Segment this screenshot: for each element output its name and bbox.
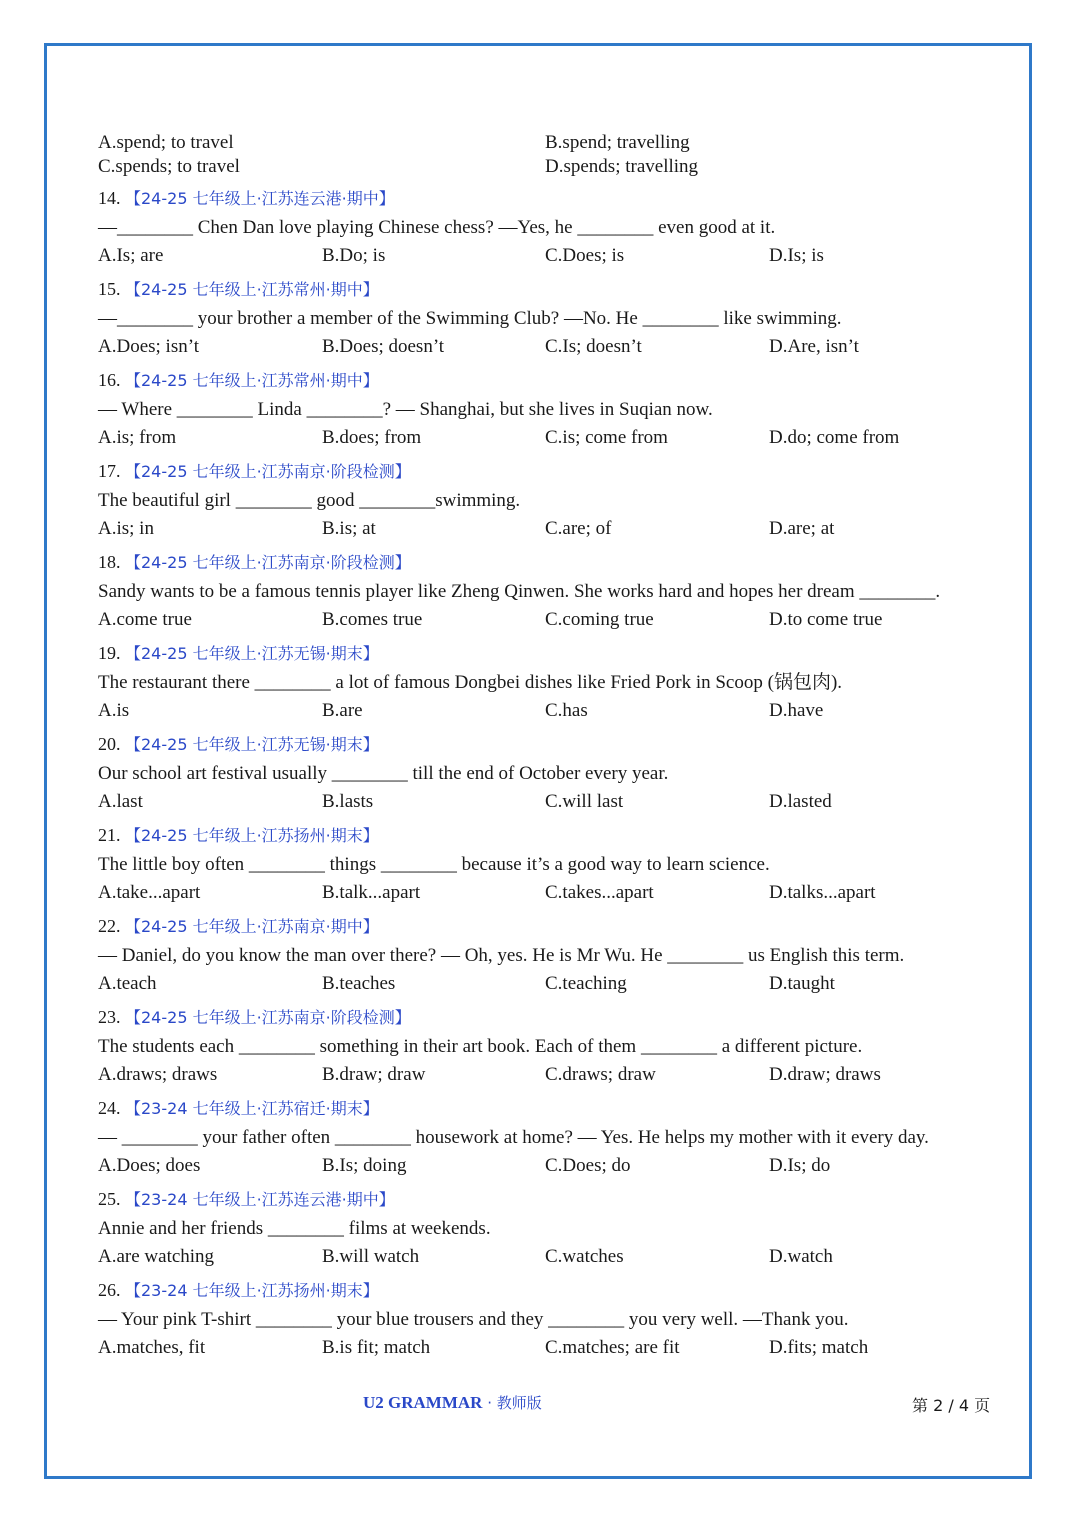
footer-title: [363, 1392, 542, 1413]
option-c: C.draws; draw: [545, 1064, 656, 1085]
option-d: D.Is; do: [769, 1155, 831, 1176]
option-c: C.Is; doesn’t: [545, 336, 642, 357]
option-c: C.will last: [545, 791, 624, 812]
option-a: A.Does; isn’t: [98, 336, 199, 357]
question-options: [98, 788, 998, 816]
question-item: [98, 183, 998, 270]
question-options: [98, 242, 998, 270]
option-a: A.spend; to travel: [98, 132, 234, 153]
question-options: [98, 1061, 998, 1089]
question-text: Sandy wants to be a famous tennis player like Zheng Qinwen. She works hard and hopes her dream ________.: [98, 581, 941, 602]
option-c: C.are; of: [545, 518, 612, 539]
footer-separator: ·: [482, 1394, 497, 1412]
question-number: 26.: [98, 1280, 121, 1300]
option-a: A.Is; are: [98, 245, 164, 266]
question-number: 21.: [98, 825, 121, 845]
option-a: A.are watching: [98, 1246, 215, 1267]
question-source: 【23-24 七年级上·江苏扬州·期末】: [125, 1281, 379, 1300]
question-header: [98, 820, 998, 850]
question-number: 14.: [98, 188, 121, 208]
page-number: 第 2 / 4 页: [912, 1396, 991, 1415]
question-text: —________ your brother a member of the Swimming Club? —No. He ________ like swimming.: [98, 308, 842, 329]
question-header: [98, 1275, 998, 1305]
option-b: B.will watch: [322, 1246, 420, 1267]
question-options: [98, 333, 998, 361]
option-c: C.teaching: [545, 973, 627, 994]
question-text: — Your pink T-shirt ________ your blue trousers and they ________ you very well. —Thank you.: [98, 1309, 849, 1330]
question-source: 【24-25 七年级上·江苏南京·阶段检测】: [125, 553, 411, 572]
question-header: [98, 638, 998, 668]
question-header: [98, 456, 998, 486]
option-b: B.teaches: [322, 973, 396, 994]
footer-unit: U2 GRAMMAR: [363, 1393, 483, 1412]
previous-question-options: [98, 131, 998, 179]
question-header: [98, 183, 998, 213]
question-item: [98, 638, 998, 725]
question-item: [98, 1275, 998, 1362]
option-d: D.draw; draws: [769, 1064, 881, 1085]
page-content: [98, 131, 998, 1362]
question-item: [98, 820, 998, 907]
option-d: D.taught: [769, 973, 835, 994]
question-options: [98, 879, 998, 907]
question-number: 25.: [98, 1189, 121, 1209]
option-d: D.spends; travelling: [545, 156, 699, 177]
question-header: [98, 1093, 998, 1123]
option-a: A.take...apart: [98, 882, 201, 903]
option-c: C.is; come from: [545, 427, 668, 448]
option-b: B.Is; doing: [322, 1155, 407, 1176]
question-options: [98, 606, 998, 634]
question-source: 【24-25 七年级上·江苏无锡·期末】: [125, 644, 379, 663]
option-b: B.are: [322, 700, 363, 721]
question-list: [98, 183, 998, 1362]
question-item: [98, 1184, 998, 1271]
question-source: 【24-25 七年级上·江苏南京·阶段检测】: [125, 1008, 411, 1027]
option-b: B.Do; is: [322, 245, 386, 266]
question-header: [98, 911, 998, 941]
option-a: A.Does; does: [98, 1155, 201, 1176]
option-c: C.has: [545, 700, 588, 721]
question-text: Our school art festival usually ________ till the end of October every year.: [98, 763, 669, 784]
question-options: [98, 1152, 998, 1180]
question-options: [98, 697, 998, 725]
question-number: 20.: [98, 734, 121, 754]
question-text: The little boy often ________ things ________ because it’s a good way to learn science.: [98, 854, 770, 875]
option-b: B.Does; doesn’t: [322, 336, 445, 357]
question-text: The beautiful girl ________ good ________swimming.: [98, 490, 521, 511]
question-number: 17.: [98, 461, 121, 481]
question-text: The students each ________ something in their art book. Each of them ________ a different picture.: [98, 1036, 863, 1057]
question-options: [98, 970, 998, 998]
option-c: C.coming true: [545, 609, 654, 630]
question-text: Annie and her friends ________ films at weekends.: [98, 1218, 491, 1239]
question-text: The restaurant there ________ a lot of famous Dongbei dishes like Fried Pork in Scoop (锅包肉).: [98, 672, 843, 693]
question-item: [98, 456, 998, 543]
option-b: B.does; from: [322, 427, 422, 448]
question-options: [98, 1243, 998, 1271]
question-number: 15.: [98, 279, 121, 299]
footer-edition: 教师版: [496, 1394, 542, 1412]
question-header: [98, 365, 998, 395]
option-a: A.last: [98, 791, 143, 812]
question-item: [98, 1002, 998, 1089]
question-header: [98, 274, 998, 304]
option-a: A.come true: [98, 609, 192, 630]
option-a: A.matches, fit: [98, 1337, 206, 1358]
question-source: 【23-24 七年级上·江苏连云港·期中】: [125, 1190, 395, 1209]
option-c: C.takes...apart: [545, 882, 654, 903]
option-c: C.spends; to travel: [98, 156, 240, 177]
question-header: [98, 729, 998, 759]
question-number: 22.: [98, 916, 121, 936]
option-a: A.draws; draws: [98, 1064, 218, 1085]
option-b: B.lasts: [322, 791, 374, 812]
question-text: — ________ your father often ________ housework at home? — Yes. He helps my mother with it every day.: [98, 1127, 929, 1148]
option-d: D.lasted: [769, 791, 832, 812]
option-d: D.Is; is: [769, 245, 824, 266]
question-source: 【24-25 七年级上·江苏南京·期中】: [125, 917, 379, 936]
question-source: 【24-25 七年级上·江苏南京·阶段检测】: [125, 462, 411, 481]
option-b: B.comes true: [322, 609, 423, 630]
option-d: D.to come true: [769, 609, 883, 630]
option-a: A.is; in: [98, 518, 154, 539]
question-number: 16.: [98, 370, 121, 390]
option-b: B.draw; draw: [322, 1064, 426, 1085]
question-header: [98, 547, 998, 577]
option-d: D.talks...apart: [769, 882, 876, 903]
question-number: 19.: [98, 643, 121, 663]
question-text: —________ Chen Dan love playing Chinese chess? —Yes, he ________ even good at it.: [98, 217, 776, 238]
question-number: 18.: [98, 552, 121, 572]
option-c: C.Does; is: [545, 245, 625, 266]
question-item: [98, 274, 998, 361]
question-options: [98, 515, 998, 543]
option-c: C.watches: [545, 1246, 624, 1267]
option-d: D.do; come from: [769, 427, 900, 448]
option-c: C.matches; are fit: [545, 1337, 680, 1358]
option-a: A.is; from: [98, 427, 177, 448]
option-a: A.is: [98, 700, 130, 721]
option-b: B.is fit; match: [322, 1337, 431, 1358]
option-d: D.fits; match: [769, 1337, 869, 1358]
question-source: 【23-24 七年级上·江苏宿迁·期末】: [125, 1099, 379, 1118]
option-b: B.talk...apart: [322, 882, 421, 903]
question-options: [98, 1334, 998, 1362]
question-item: [98, 365, 998, 452]
question-number: 24.: [98, 1098, 121, 1118]
question-number: 23.: [98, 1007, 121, 1027]
question-text: — Where ________ Linda ________? — Shanghai, but she lives in Suqian now.: [98, 399, 713, 420]
question-header: [98, 1184, 998, 1214]
option-c: C.Does; do: [545, 1155, 631, 1176]
option-d: D.are; at: [769, 518, 835, 539]
question-source: 【24-25 七年级上·江苏常州·期中】: [125, 280, 379, 299]
question-options: [98, 424, 998, 452]
option-d: D.watch: [769, 1246, 833, 1267]
question-item: [98, 911, 998, 998]
option-a: A.teach: [98, 973, 157, 994]
question-header: [98, 1002, 998, 1032]
question-text: — Daniel, do you know the man over there? — Oh, yes. He is Mr Wu. He ________ us English this term.: [98, 945, 905, 966]
question-source: 【24-25 七年级上·江苏无锡·期末】: [125, 735, 379, 754]
question-item: [98, 1093, 998, 1180]
question-source: 【24-25 七年级上·江苏连云港·期中】: [125, 189, 395, 208]
question-item: [98, 729, 998, 816]
option-d: D.Are, isn’t: [769, 336, 859, 357]
question-source: 【24-25 七年级上·江苏扬州·期末】: [125, 826, 379, 845]
option-b: B.spend; travelling: [545, 132, 690, 153]
question-item: [98, 547, 998, 634]
question-source: 【24-25 七年级上·江苏常州·期中】: [125, 371, 379, 390]
option-d: D.have: [769, 700, 824, 721]
option-b: B.is; at: [322, 518, 376, 539]
